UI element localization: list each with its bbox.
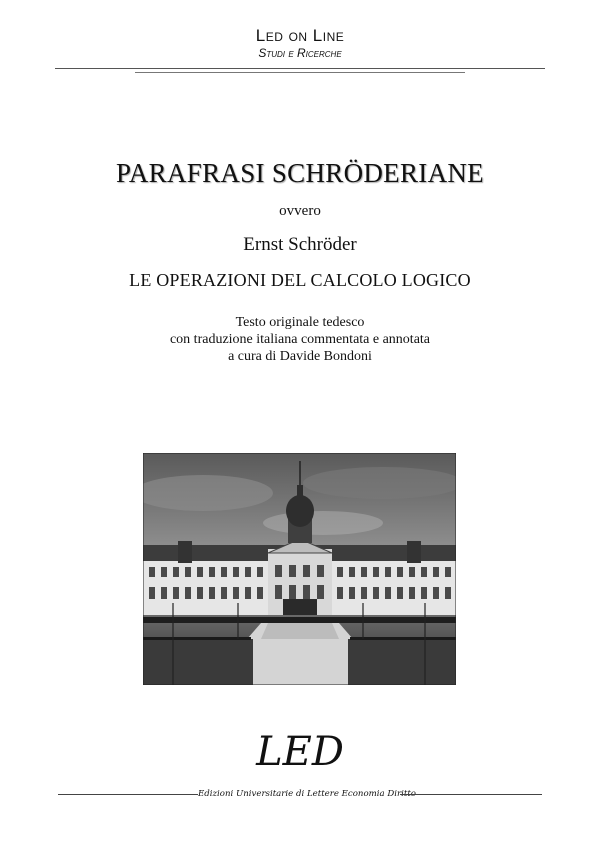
cover-photo-palace <box>143 453 456 685</box>
description-line: con traduzione italiana commentata e annotata <box>169 332 431 347</box>
book-ovvero: ovvero <box>279 203 321 219</box>
publisher-rule-right <box>400 794 542 795</box>
publisher-rule-left <box>58 794 198 795</box>
series-title: Led on Line <box>255 26 345 45</box>
series-header <box>0 26 600 60</box>
description-line: Testo originale tedesco <box>235 315 365 330</box>
header-rule-secondary <box>135 72 465 73</box>
publisher-line <box>58 787 542 801</box>
book-description <box>0 314 600 365</box>
description-line: a cura di Davide Bondoni <box>228 349 372 364</box>
book-title: PARAFRASI SCHRÖDERIANE <box>116 158 484 188</box>
book-author: Ernst Schröder <box>243 234 357 255</box>
publisher-name: Edizioni Universitarie di Lettere Economia Diritto <box>198 789 416 799</box>
header-rule <box>55 68 545 69</box>
series-subtitle: Studi e Ricerche <box>258 46 342 60</box>
publisher-logo: LED <box>256 729 344 775</box>
book-subtitle: LE OPERAZIONI DEL CALCOLO LOGICO <box>129 270 471 290</box>
